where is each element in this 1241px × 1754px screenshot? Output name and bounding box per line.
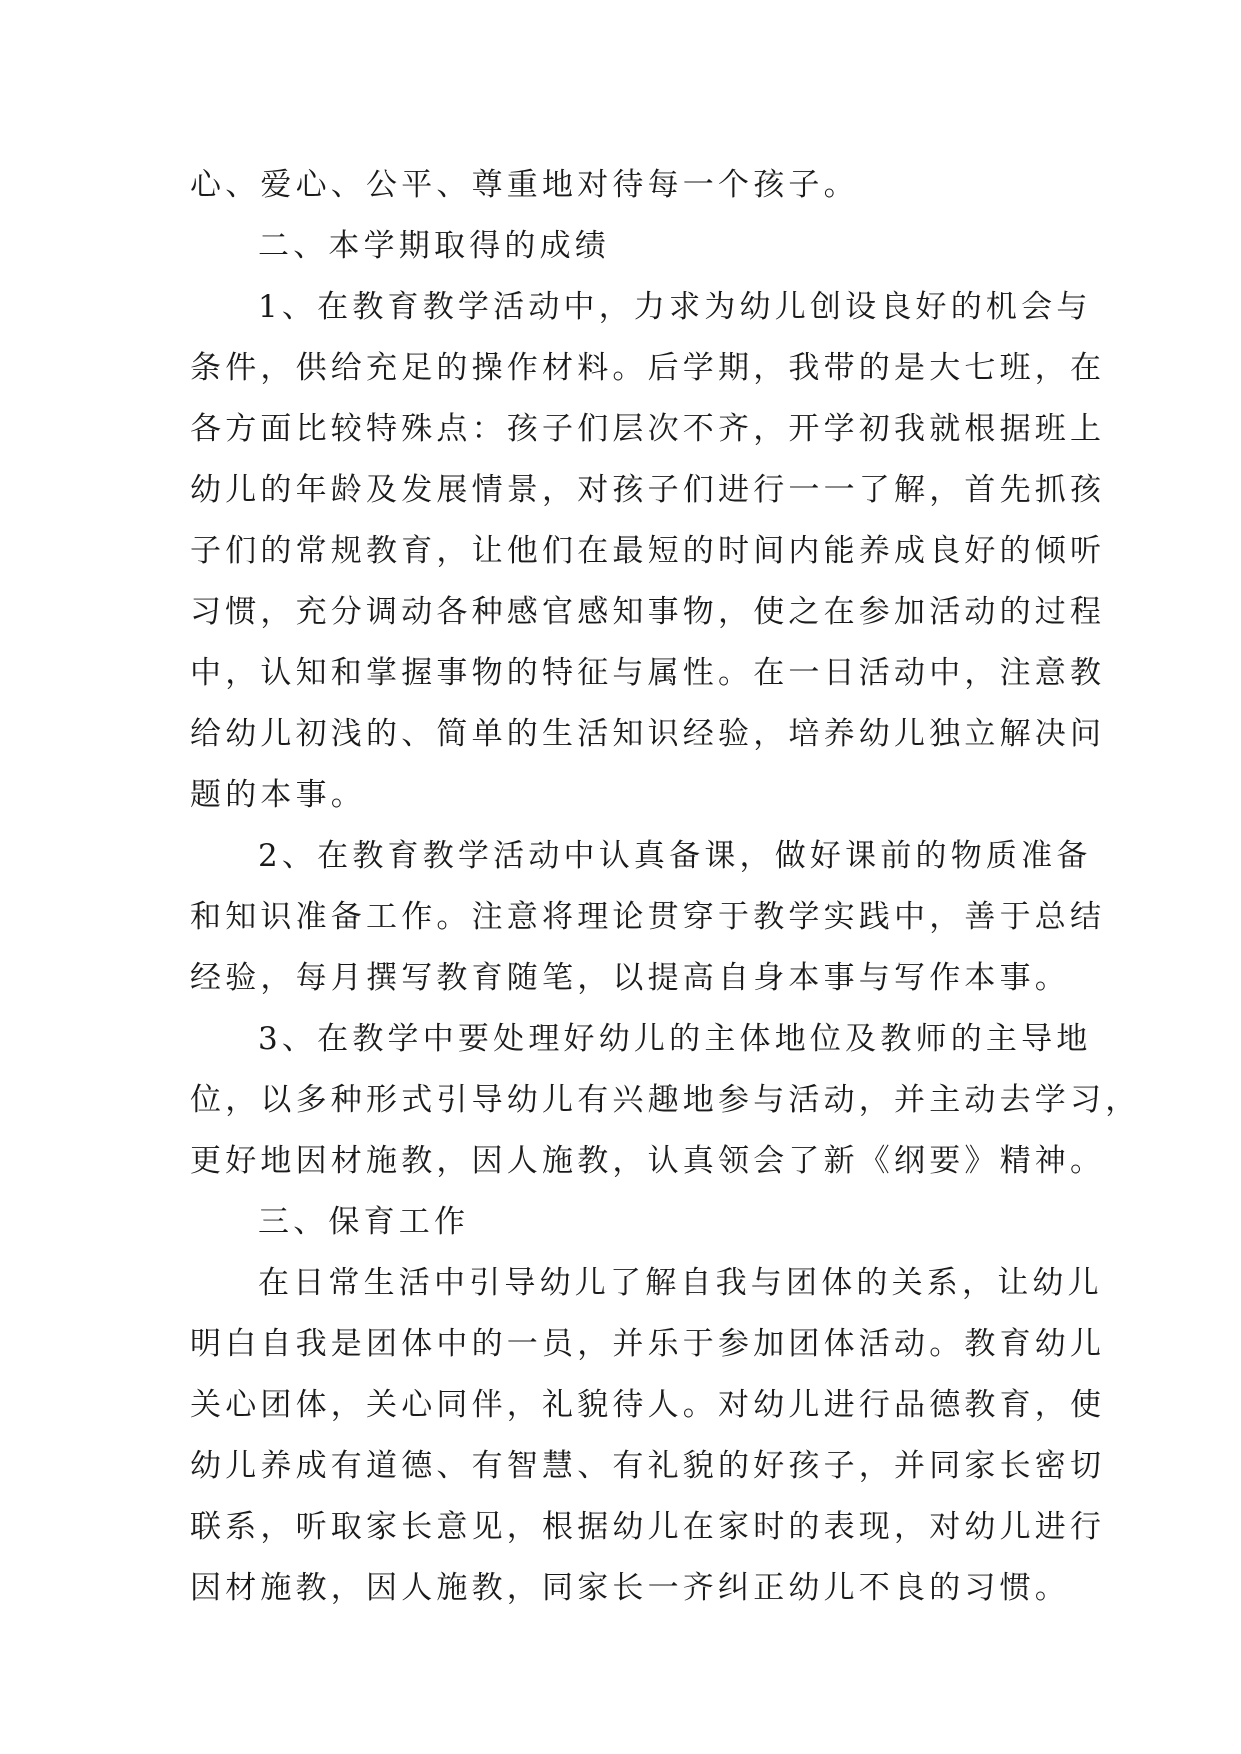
paragraph-line: 和知识准备工作。注意将理论贯穿于教学实践中，善于总结 <box>190 899 1106 935</box>
paragraph-line: 习惯，充分调动各种感官感知事物，使之在参加活动的过程 <box>190 594 1106 630</box>
paragraph-line: 题的本事。 <box>190 777 366 813</box>
paragraph-line: 明白自我是团体中的一员，并乐于参加团体活动。教育幼儿 <box>190 1326 1106 1362</box>
paragraph-line: 更好地因材施教，因人施教，认真领会了新《纲要》精神。 <box>190 1143 1106 1179</box>
paragraph-line: 2、在教育教学活动中认真备课，做好课前的物质准备 <box>258 838 1092 874</box>
paragraph-line: 各方面比较特殊点：孩子们层次不齐，开学初我就根据班上 <box>190 411 1106 447</box>
paragraph-continuation-line: 心、爱心、公平、尊重地对待每一个孩子。 <box>190 167 859 203</box>
paragraph-line: 3、在教学中要处理好幼儿的主体地位及教师的主导地 <box>258 1021 1092 1057</box>
paragraph-line: 位，以多种形式引导幼儿有兴趣地参与活动，并主动去学习， <box>190 1082 1141 1118</box>
paragraph-line: 联系，听取家长意见，根据幼儿在家时的表现，对幼儿进行 <box>190 1509 1106 1545</box>
paragraph-line: 1、在教育教学活动中，力求为幼儿创设良好的机会与 <box>258 289 1092 325</box>
paragraph-line: 给幼儿初浅的、简单的生活知识经验，培养幼儿独立解决问 <box>190 716 1106 752</box>
section-heading-achievements: 二、本学期取得的成绩 <box>258 228 610 264</box>
paragraph-line: 子们的常规教育，让他们在最短的时间内能养成良好的倾听 <box>190 533 1106 569</box>
paragraph-line: 幼儿的年龄及发展情景，对孩子们进行一一了解，首先抓孩 <box>190 472 1106 508</box>
paragraph-line: 关心团体，关心同伴，礼貌待人。对幼儿进行品德教育，使 <box>190 1387 1106 1423</box>
section-heading-childcare: 三、保育工作 <box>258 1204 470 1240</box>
paragraph-line: 条件，供给充足的操作材料。后学期，我带的是大七班，在 <box>190 350 1106 386</box>
paragraph-line: 中，认知和掌握事物的特征与属性。在一日活动中，注意教 <box>190 655 1106 691</box>
document-body <box>190 155 1141 1619</box>
paragraph-line: 在日常生活中引导幼儿了解自我与团体的关系，让幼儿 <box>258 1265 1103 1301</box>
paragraph-line: 经验，每月撰写教育随笔，以提高自身本事与写作本事。 <box>190 960 1070 996</box>
paragraph-line: 幼儿养成有道德、有智慧、有礼貌的好孩子，并同家长密切 <box>190 1448 1106 1484</box>
paragraph-line: 因材施教，因人施教，同家长一齐纠正幼儿不良的习惯。 <box>190 1570 1070 1606</box>
